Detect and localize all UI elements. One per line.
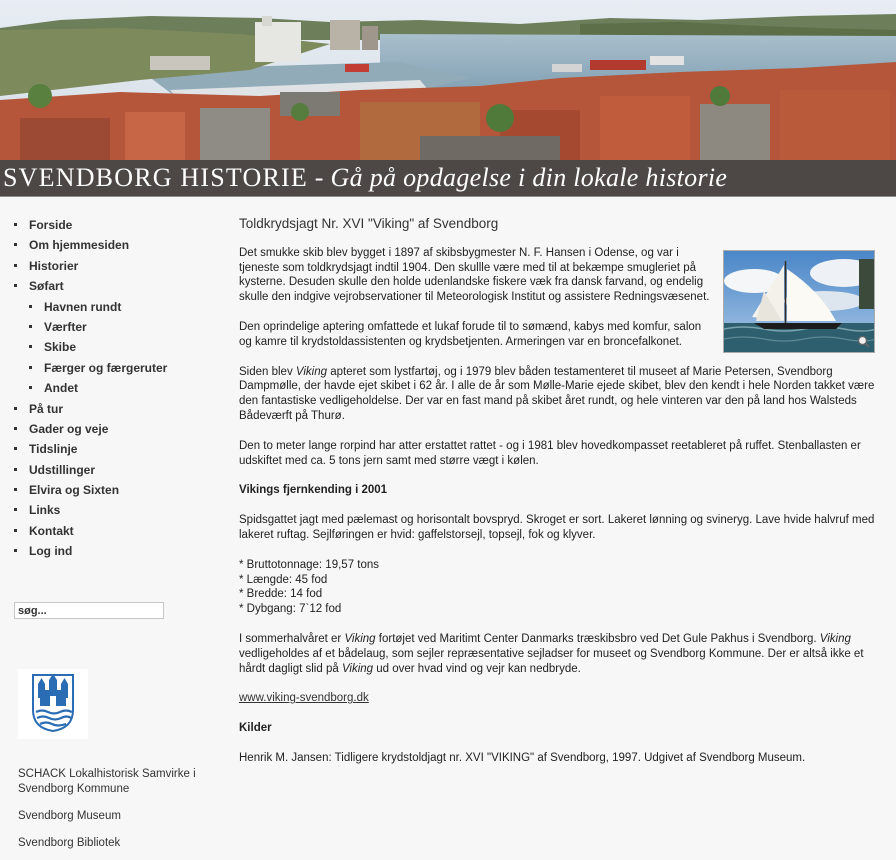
spec-item: * Bruttotonnage: 19,57 tons — [239, 558, 380, 571]
link-svendborg-bibliotek[interactable]: Svendborg Bibliotek — [18, 837, 121, 849]
svendborg-coat-of-arms-logo — [32, 674, 74, 732]
sidebar — [0, 197, 215, 860]
spec-item: * Bredde: 14 fod — [239, 588, 323, 601]
article — [239, 197, 875, 781]
paragraph-history: Det smukke skib blev bygget i 1897 af skibsbygmester N. F. Hansen i Odense, og var i tjeneste som toldkrydsjagt indtil 1904. Den skullle være med til at bekæmpe smugleriet på kysterne. Desuden skulle den holde udenlandske fiskere væk fra dansk farvand, og endelig skulle den indgive vejrobservationer til Meteorologisk Institut og assistere Redningsvæsenet. — [239, 246, 710, 304]
site-tagline: - Gå på opdagelse i din lokale historie — [307, 163, 728, 192]
nav-item-søfart[interactable]: Søfart — [14, 276, 167, 296]
nav-item-log-ind[interactable]: Log ind — [14, 541, 167, 561]
nav-item-værfter[interactable]: Værfter — [14, 317, 167, 337]
nav-item-færger-og-færgeruter[interactable]: Færger og færgeruter — [14, 358, 167, 378]
logo-box[interactable] — [18, 669, 88, 739]
article-title: Toldkrydsjagt Nr. XVI "Viking" af Svendborg — [239, 216, 499, 231]
sailing-ship-image — [724, 251, 875, 353]
nav-item-på-tur[interactable]: På tur — [14, 399, 167, 419]
nav-item-kontakt[interactable]: Kontakt — [14, 521, 167, 541]
nav-item-gader-og-veje[interactable]: Gader og veje — [14, 419, 167, 439]
nav-item-tidslinje[interactable]: Tidslinje — [14, 439, 167, 459]
link-svendborg-museum[interactable]: Svendborg Museum — [18, 810, 121, 822]
heading-recognition: Vikings fjernkending i 2001 — [239, 484, 388, 497]
site-title — [3, 161, 727, 195]
paragraph-rorpind: Den to meter lange rorpind har atter erstattet rattet - og i 1981 blev hovedkompasset reetableret på ruffet. Stenballasten er udskiftet med ca. 5 tons jern samt med større vægt i kølen. — [239, 439, 861, 467]
search-input[interactable] — [14, 602, 164, 619]
nav-item-elvira-og-sixten[interactable]: Elvira og Sixten — [14, 480, 167, 500]
paragraph-aptering: Den oprindelige aptering omfattede et lukaf forude til to sømænd, kabys med komfur, salon og kamre til krydstoldassistenten og krydsbetjenten. Armeringen var en broncefalkonet. — [239, 320, 702, 348]
main-navigation — [14, 215, 167, 562]
ship-photo[interactable] — [723, 250, 875, 353]
harbor-panorama-image — [0, 0, 896, 160]
heading-sources: Kilder — [239, 722, 272, 735]
spec-item: * Længde: 45 fod — [239, 573, 328, 586]
spec-list — [239, 558, 875, 617]
paragraph-lystfartoj: Siden blev Viking apteret som lystfartøj, og i 1979 blev båden testamenteret til museet af Marie Petersen, Svendborg Dampmølle, der havde ejet skibet i 62 år. I alle de år som Mølle-Marie ejede skibet, blev den kendt i hele Norden takket være den fantastiske vedligeholdelse. Der var en fast mand på skibet året rundt, og hele vinteren var den på land hos Walsteds Bådeværft på Thurø. — [239, 365, 875, 422]
nav-item-skibe[interactable]: Skibe — [14, 337, 167, 357]
spec-item: * Dybgang: 7`12 fod — [239, 603, 342, 616]
source-text: Henrik M. Jansen: Tidligere krydstoldjagt nr. XVI "VIKING" af Svendborg, 1997. Udgivet af Svendborg Museum. — [239, 751, 806, 764]
magnifier-icon[interactable] — [857, 335, 870, 348]
paragraph-summer: I sommerhalvåret er Viking fortøjet ved Maritimt Center Danmarks træskibsbro ved Det Gule Pakhus i Svendborg. Viking vedligeholdes af et bådelaug, som sejler repræsentative sejladser for museet og Svendborg Kommune. Der er altså ikke et hårdt dagligt slid på Viking ud over hvad vind og vejr kan nedbryde. — [239, 632, 864, 675]
paragraph-description: Spidsgattet jagt med pælemast og horisontalt bovspryd. Skroget er sort. Lakeret lønning og svineryg. Lave hvide halvruf med lakeret ruftag. Sejlføringen er hvid: gaffelstorsejl, topsejl, fok og klyver. — [239, 514, 875, 541]
nav-item-links[interactable]: Links — [14, 500, 167, 520]
site-title-main: SVENDBORG HISTORIE — [3, 163, 308, 192]
nav-item-havnen-rundt[interactable]: Havnen rundt — [14, 297, 167, 317]
nav-item-udstillinger[interactable]: Udstillinger — [14, 460, 167, 480]
nav-item-historier[interactable]: Historier — [14, 256, 167, 276]
header-banner — [0, 0, 896, 197]
nav-item-om-hjemmesiden[interactable]: Om hjemmesiden — [14, 235, 167, 255]
nav-item-andet[interactable]: Andet — [14, 378, 167, 398]
link-schack[interactable]: SCHACK Lokalhistorisk Samvirke i Svendborg Kommune — [18, 768, 196, 795]
viking-website-link[interactable]: www.viking-svendborg.dk — [239, 692, 369, 705]
nav-item-forside[interactable]: Forside — [14, 215, 167, 235]
